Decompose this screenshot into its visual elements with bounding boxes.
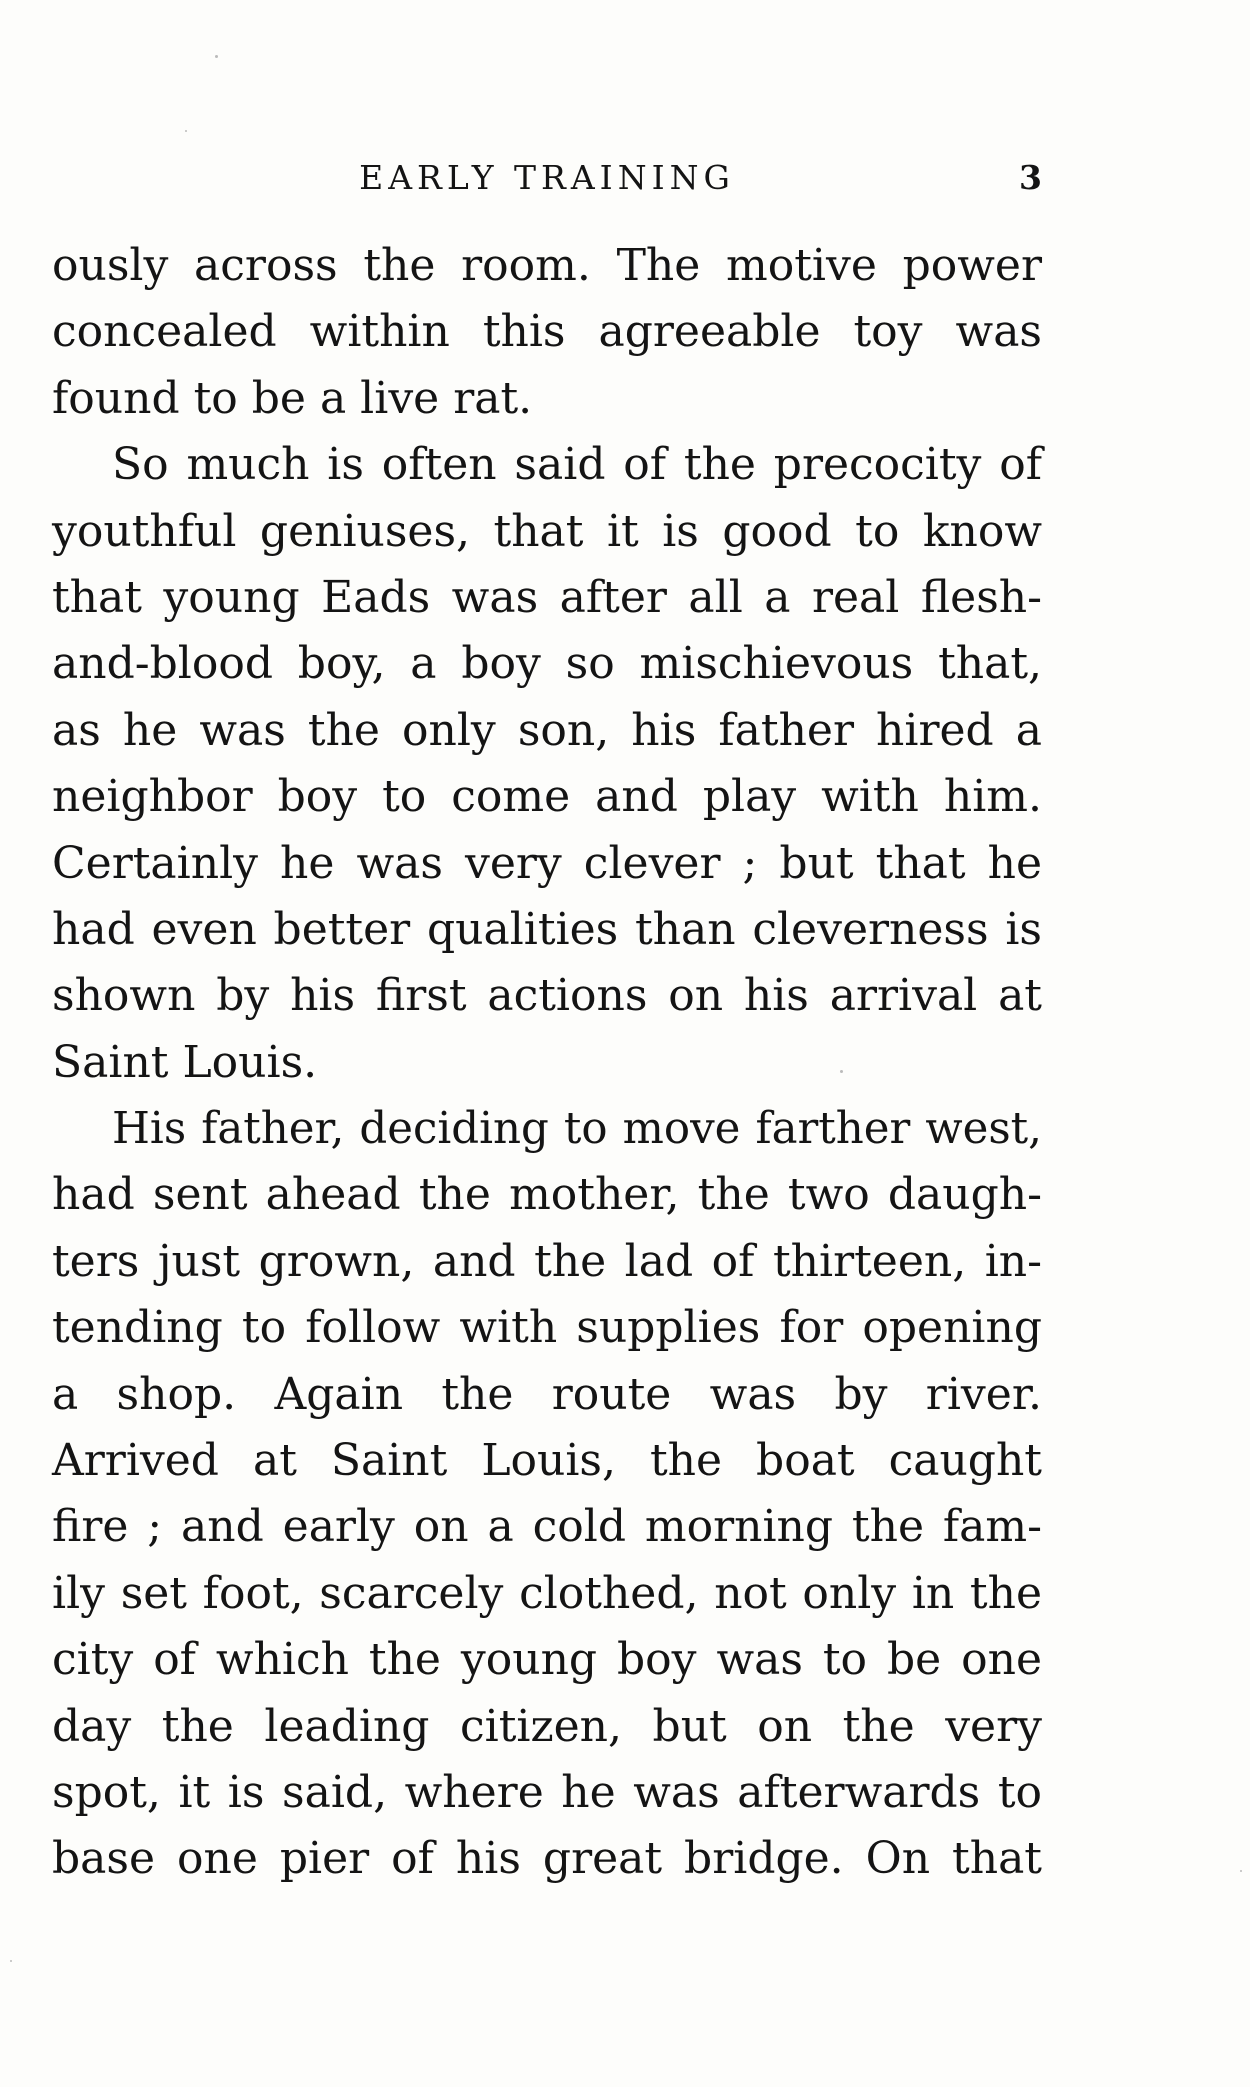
page-number: 3: [1019, 158, 1042, 197]
text-line: a shop. Again the route was by river.: [52, 1368, 1042, 1420]
text-line: found to be a live rat.: [52, 372, 533, 424]
text-line: had even better qualities than cleverness is: [52, 903, 1042, 955]
text-line: as he was the only son, his father hired a: [52, 704, 1042, 756]
paper-speck: [215, 55, 218, 58]
paper-speck: [185, 130, 187, 132]
text-line: ily set foot, scarcely clothed, not only in the: [52, 1567, 1042, 1619]
text-line: ters just grown, and the lad of thirteen, in-: [52, 1235, 1042, 1287]
text-line: Saint Louis.: [52, 1036, 318, 1088]
paper-speck: [1240, 1870, 1242, 1872]
running-head: [52, 158, 1042, 198]
text-line: fire ; and early on a cold morning the fam-: [52, 1501, 1042, 1553]
text-line: tending to follow with supplies for opening: [52, 1302, 1042, 1354]
paper-speck: [10, 1960, 12, 1962]
body-text: [52, 233, 1042, 1893]
text-line: youthful geniuses, that it is good to know: [52, 505, 1042, 557]
book-page: [52, 0, 1042, 2087]
text-line: base one pier of his great bridge. On that: [52, 1833, 1042, 1885]
text-line: Arrived at Saint Louis, the boat caught: [52, 1435, 1042, 1487]
text-line: day the leading citizen, but on the very: [52, 1700, 1042, 1752]
running-title: EARLY TRAINING: [359, 158, 735, 197]
paper-speck: [840, 1070, 843, 1073]
text-line: neighbor boy to come and play with him.: [52, 771, 1042, 823]
text-line: concealed within this agreeable toy was: [52, 306, 1042, 358]
text-line: that young Eads was after all a real flesh-: [52, 571, 1042, 623]
text-line: city of which the young boy was to be one: [52, 1634, 1042, 1686]
text-line: spot, it is said, where he was afterwards to: [52, 1766, 1042, 1818]
text-line: shown by his first actions on his arrival at: [52, 970, 1042, 1022]
text-line: His father, deciding to move farther west,: [112, 1104, 1042, 1155]
text-line: So much is often said of the precocity of: [112, 439, 1042, 491]
text-line: Certainly he was very clever ; but that he: [52, 837, 1042, 889]
text-line: had sent ahead the mother, the two daugh-: [52, 1169, 1042, 1221]
text-line: ously across the room. The motive power: [52, 240, 1042, 291]
text-line: and-blood boy, a boy so mischievous that,: [52, 638, 1042, 690]
